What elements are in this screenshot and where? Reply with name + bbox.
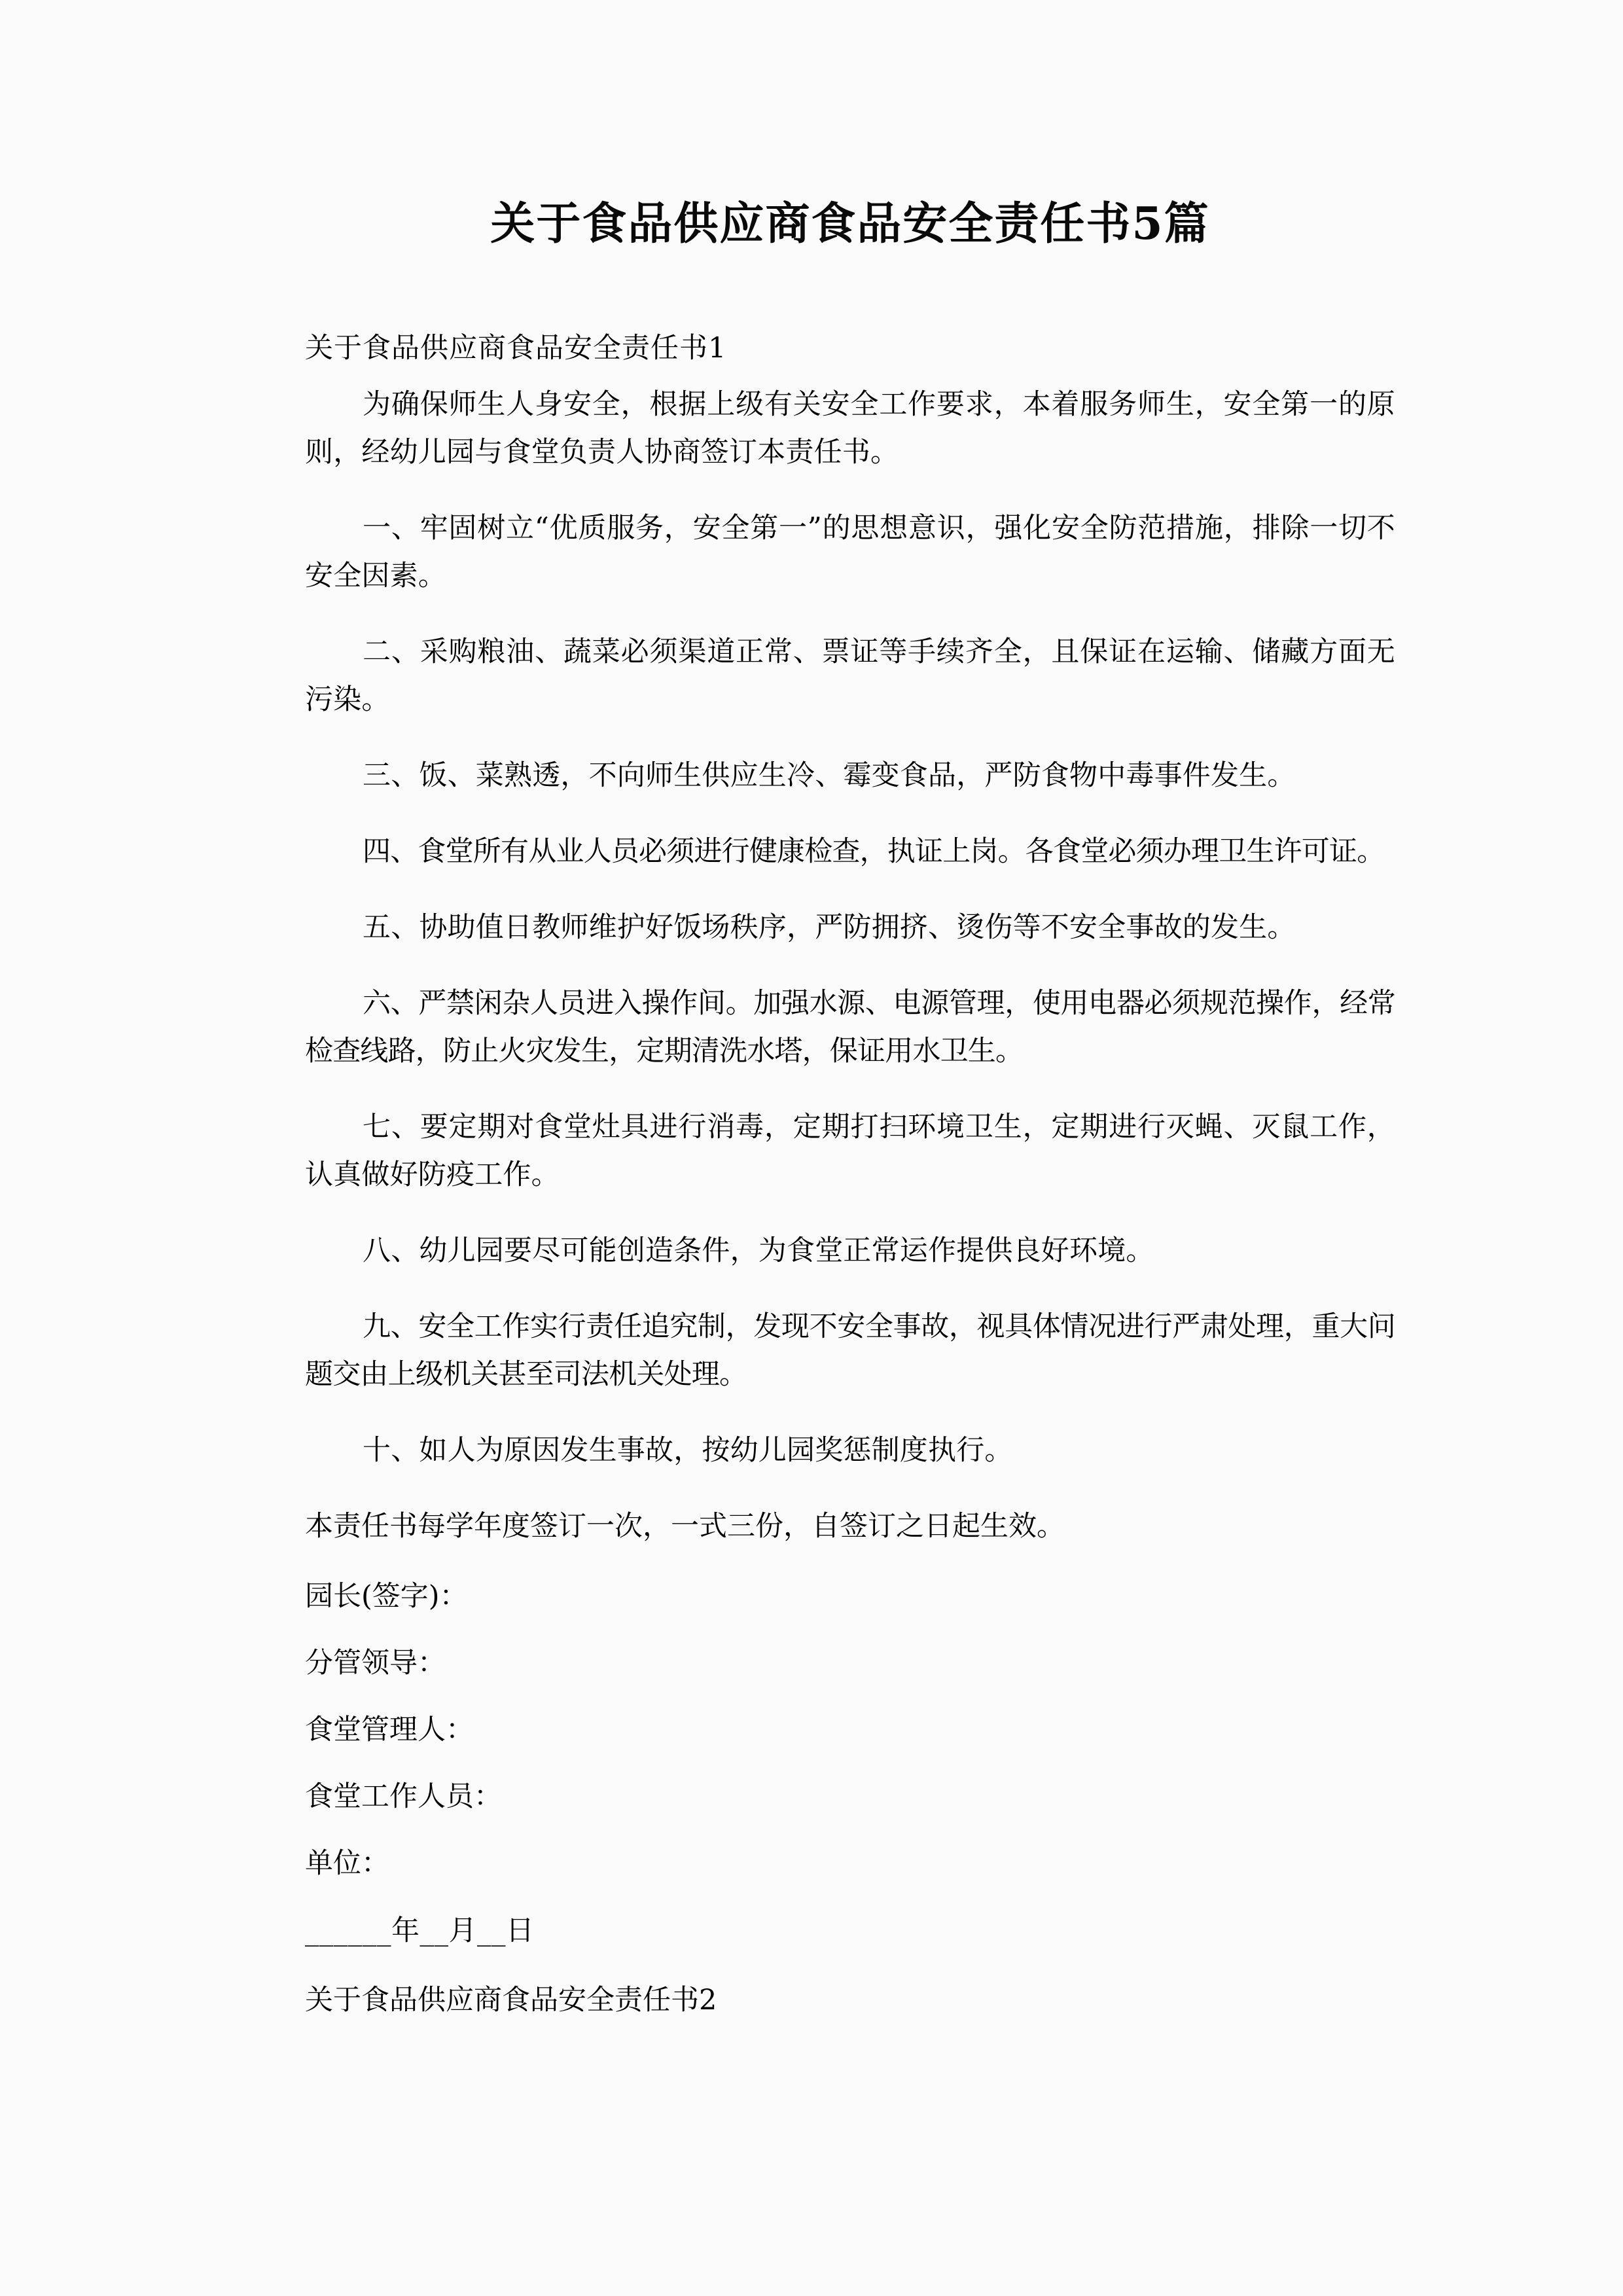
paragraph-item-8: 八、幼儿园要尽可能创造条件，为食堂正常运作提供良好环境。	[363, 1234, 1154, 1267]
section-heading-1: 关于食品供应商食品安全责任书1	[305, 332, 727, 365]
document-content	[305, 0, 1395, 2015]
paragraph-item-7: 七、要定期对食堂灶具进行消毒，定期打扫环境卫生，定期进行灭蝇、灭鼠工作，认真做好防疫工作。	[305, 1111, 1395, 1191]
section-heading-2: 关于食品供应商食品安全责任书2	[305, 1984, 717, 2017]
closing-statement: 本责任书每学年度签订一次，一式三份，自签订之日起生效。	[305, 1510, 1065, 1543]
signature-date-line: ______年__月__日	[305, 1914, 535, 1947]
paragraph-item-1: 一、牢固树立“优质服务，安全第一”的思想意识，强化安全防范措施，排除一切不安全因素。	[305, 512, 1395, 592]
paragraph-item-9: 九、安全工作实行责任追究制，发现不安全事故，视具体情况进行严肃处理，重大问题交由上级机关甚至司法机关处理。	[305, 1310, 1395, 1391]
paragraph-item-6: 六、严禁闲杂人员进入操作间。加强水源、电源管理，使用电器必须规范操作，经常检查线路，防止火灾发生，定期清洗水塔，保证用水卫生。	[305, 987, 1395, 1067]
signature-line-canteen-manager: 食堂管理人：	[305, 1713, 474, 1746]
signature-line-canteen-staff: 食堂工作人员：	[305, 1780, 502, 1813]
paragraph-item-3: 三、饭、菜熟透，不向师生供应生冷、霉变食品，严防食物中毒事件发生。	[363, 759, 1296, 792]
signature-line-principal: 园长(签字)：	[305, 1580, 468, 1613]
paragraph-item-4: 四、食堂所有从业人员必须进行健康检查，执证上岗。各食堂必须办理卫生许可证。	[363, 835, 1385, 868]
signature-line-unit: 单位：	[305, 1847, 389, 1880]
paragraph-item-2: 二、采购粮油、蔬菜必须渠道正常、票证等手续齐全，且保证在运输、储藏方面无污染。	[305, 636, 1395, 716]
paragraph-item-5: 五、协助值日教师维护好饭场秩序，严防拥挤、烫伤等不安全事故的发生。	[363, 911, 1296, 944]
signature-line-supervising-leader: 分管领导：	[305, 1647, 446, 1679]
page-title: 关于食品供应商食品安全责任书5篇	[490, 198, 1210, 250]
paragraph-intro: 为确保师生人身安全，根据上级有关安全工作要求，本着服务师生，安全第一的原则，经幼儿园与食堂负责人协商签订本责任书。	[305, 388, 1395, 469]
paragraph-item-10: 十、如人为原因发生事故，按幼儿园奖惩制度执行。	[363, 1434, 1013, 1467]
